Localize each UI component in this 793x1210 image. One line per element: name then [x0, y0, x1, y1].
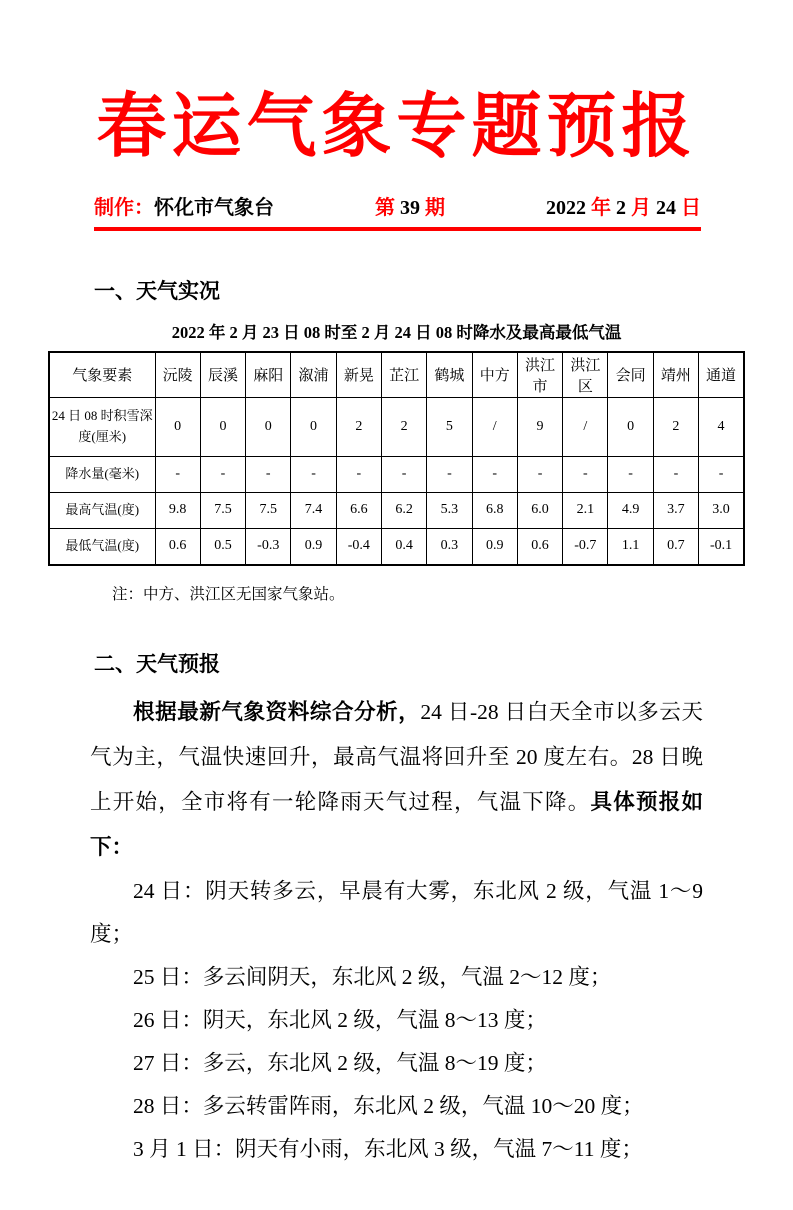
- table-cell: -: [472, 456, 517, 492]
- table-row-min-temp: [49, 528, 744, 565]
- weather-observation-table: [48, 351, 745, 566]
- table-cell: 2.1: [563, 492, 608, 528]
- document-title: 春运气象专题预报: [96, 89, 697, 166]
- table-cell: -: [291, 456, 336, 492]
- table-header-cell: 洪江区: [563, 352, 608, 398]
- row-label: 最低气温(度): [49, 528, 155, 565]
- table-cell: 2: [381, 397, 426, 456]
- table-cell: -: [608, 456, 653, 492]
- table-cell: 0: [246, 397, 291, 456]
- row-label: 最高气温(度): [49, 492, 155, 528]
- producer: [94, 191, 274, 220]
- issue-suffix: 期: [425, 196, 445, 219]
- table-cell: 3.7: [653, 492, 698, 528]
- table-cell: -: [427, 456, 472, 492]
- table-cell: -: [200, 456, 245, 492]
- forecast-item-day25: 25 日：多云间阴天，东北风 2 级，气温 2～12 度；: [133, 964, 612, 989]
- table-header-cell: 沅陵: [155, 352, 200, 398]
- table-cell: 3.0: [699, 492, 744, 528]
- date-month: 2: [616, 196, 626, 219]
- table-cell: -: [699, 456, 744, 492]
- table-cell: 6.0: [517, 492, 562, 528]
- table-header-cell: 溆浦: [291, 352, 336, 398]
- table-cell: 7.5: [200, 492, 245, 528]
- date-year-unit: 年: [591, 196, 611, 219]
- date-day: 24: [656, 196, 676, 219]
- table-cell: 4.9: [608, 492, 653, 528]
- table-cell: -: [155, 456, 200, 492]
- table-cell: -: [336, 456, 381, 492]
- table-header-cell: 中方: [472, 352, 517, 398]
- table-cell: 0.7: [653, 528, 698, 565]
- table-row-max-temp: [49, 492, 744, 528]
- table-cell: 0: [291, 397, 336, 456]
- table-cell: 0.9: [291, 528, 336, 565]
- date-day-unit: 日: [681, 196, 701, 219]
- table-row-snow-depth: [49, 397, 744, 456]
- table-cell: 9: [517, 397, 562, 456]
- table-cell: 0: [155, 397, 200, 456]
- table-cell: 1.1: [608, 528, 653, 565]
- table-cell: -0.1: [699, 528, 744, 565]
- table-cell: 9.8: [155, 492, 200, 528]
- table-cell: 0: [200, 397, 245, 456]
- row-label: 降水量(毫米): [49, 456, 155, 492]
- date-month-unit: 月: [631, 196, 651, 219]
- table-cell: /: [563, 397, 608, 456]
- forecast-item-day26: 26 日：阴天，东北风 2 级，气温 8～13 度；: [133, 1007, 547, 1032]
- table-cell: 0: [608, 397, 653, 456]
- section-heading-actual-weather: 一、天气实况: [94, 278, 220, 303]
- forecast-intro-lead: 根据最新气象资料综合分析，: [133, 699, 421, 724]
- table-cell: -0.7: [563, 528, 608, 565]
- table-header-cell: 辰溪: [200, 352, 245, 398]
- table-cell: 0.9: [472, 528, 517, 565]
- producer-name: 怀化市气象台: [154, 196, 274, 219]
- table-header-cell: 麻阳: [246, 352, 291, 398]
- forecast-item-day27: 27 日：多云，东北风 2 级，气温 8～19 度；: [133, 1050, 547, 1075]
- table-cell: -: [517, 456, 562, 492]
- table-cell: -0.3: [246, 528, 291, 565]
- forecast-intro-tail: 具体预报如下：: [90, 789, 703, 859]
- table-cell: /: [472, 397, 517, 456]
- table-cell: 2: [653, 397, 698, 456]
- table-cell: 7.5: [246, 492, 291, 528]
- table-cell: 0.5: [200, 528, 245, 565]
- weather-table-title: 2022 年 2 月 23 日 08 时至 2 月 24 日 08 时降水及最高最低气温: [171, 322, 622, 342]
- red-divider-rule: [94, 227, 701, 231]
- table-cell: -: [246, 456, 291, 492]
- issue-prefix: 第: [375, 196, 395, 219]
- table-header-row: [49, 352, 744, 398]
- issue-date: [546, 191, 701, 220]
- table-header-cell: 气象要素: [49, 352, 155, 398]
- table-cell: 0.6: [517, 528, 562, 565]
- table-cell: 0.4: [381, 528, 426, 565]
- table-cell: 6.6: [336, 492, 381, 528]
- table-row-precipitation: [49, 456, 744, 492]
- table-cell: 0.6: [155, 528, 200, 565]
- row-label: 24 日 08 时积雪深度(厘米): [49, 397, 155, 456]
- table-header-cell: 新晃: [336, 352, 381, 398]
- table-header-cell: 鹤城: [427, 352, 472, 398]
- forecast-item-mar1: 3 月 1 日：阴天有小雨，东北风 3 级，气温 7～11 度；: [133, 1136, 643, 1161]
- table-header-cell: 通道: [699, 352, 744, 398]
- issue-number: [375, 191, 445, 220]
- producer-label: 制作：: [94, 196, 154, 219]
- table-header-cell: 靖州: [653, 352, 698, 398]
- forecast-intro-paragraph: [90, 690, 703, 870]
- forecast-item-day24: 24 日：阴天转多云，早晨有大雾，东北风 2 级，气温 1～9 度；: [90, 878, 703, 946]
- forecast-intro-body: 24 日-28 日白天全市以多云天气为主，气温快速回升，最高气温将回升至 20 度左右。28 日晚上开始，全市将有一轮降雨天气过程，气温下降。: [90, 699, 703, 814]
- document-page: [0, 88, 793, 1210]
- forecast-item-day28: 28 日：多云转雷阵雨，东北风 2 级，气温 10～20 度；: [133, 1093, 644, 1118]
- table-cell: 6.8: [472, 492, 517, 528]
- section-heading-forecast: 二、天气预报: [94, 651, 220, 676]
- table-cell: 0.3: [427, 528, 472, 565]
- table-header-cell: 芷江: [381, 352, 426, 398]
- table-cell: -: [563, 456, 608, 492]
- table-cell: -0.4: [336, 528, 381, 565]
- table-cell: -: [381, 456, 426, 492]
- table-footnote: 注：中方、洪江区无国家气象站。: [112, 585, 345, 603]
- table-cell: 7.4: [291, 492, 336, 528]
- table-cell: 6.2: [381, 492, 426, 528]
- table-cell: 4: [699, 397, 744, 456]
- table-cell: 2: [336, 397, 381, 456]
- table-cell: 5.3: [427, 492, 472, 528]
- table-header-cell: 会同: [608, 352, 653, 398]
- table-header-cell: 洪江市: [517, 352, 562, 398]
- masthead: [94, 191, 701, 220]
- table-cell: -: [653, 456, 698, 492]
- date-year: 2022: [546, 196, 586, 219]
- table-cell: 5: [427, 397, 472, 456]
- issue-value: 39: [400, 196, 420, 219]
